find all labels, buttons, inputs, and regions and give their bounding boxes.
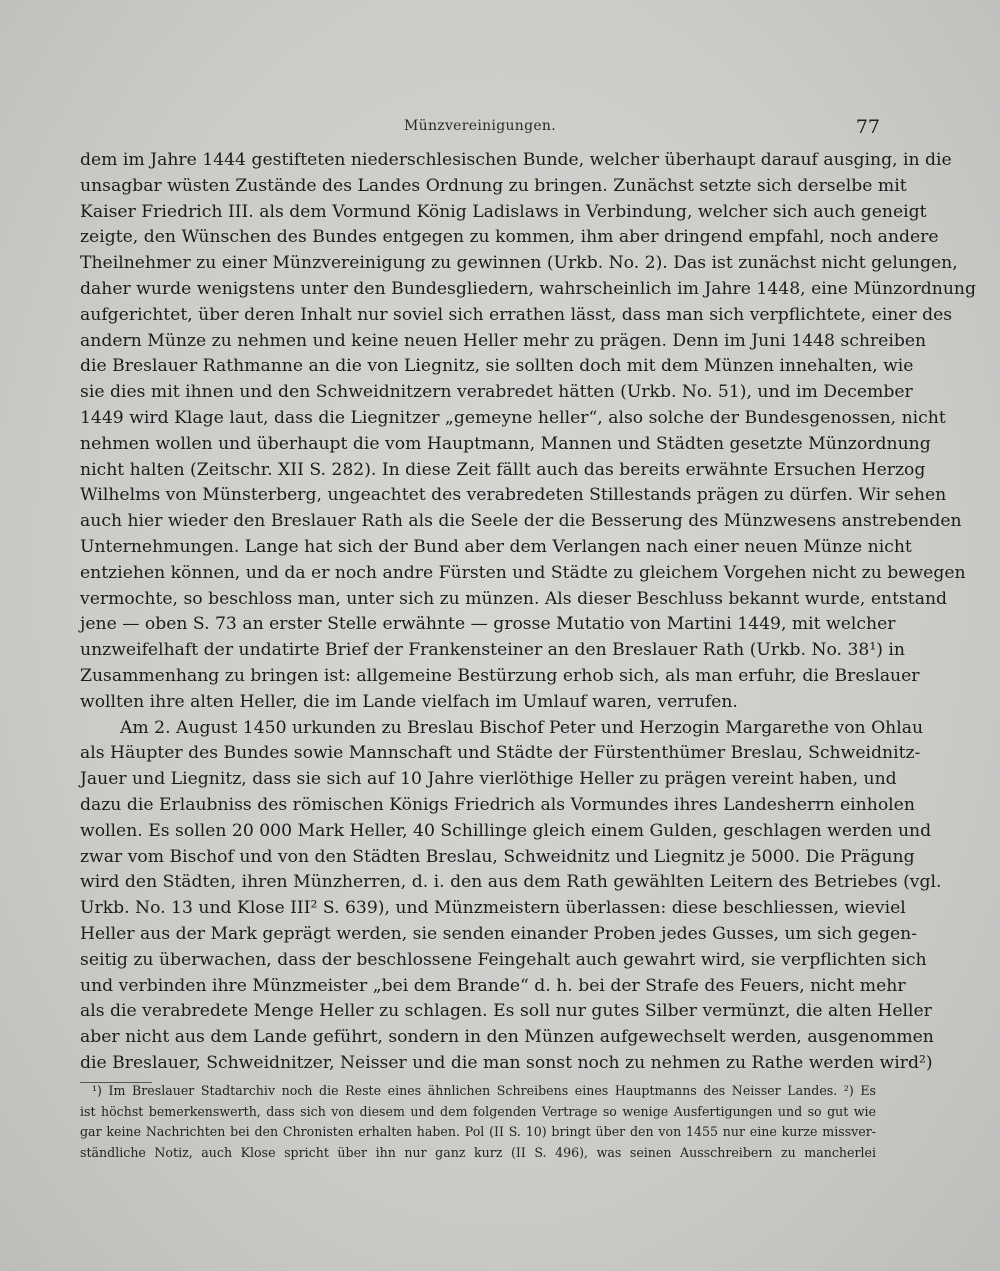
text-line: unzweifelhaft der undatirte Brief der Frankensteiner an den Breslauer Rath (Urkb. No. 38¹) in	[80, 640, 905, 661]
text-line: wollten ihre alten Heller, die im Lande vielfach im Umlauf waren, verrufen.	[80, 691, 738, 712]
running-title: Münzvereinigungen.	[404, 118, 556, 134]
text-line: dem im Jahre 1444 gestifteten niederschlesischen Bunde, welcher überhaupt darauf ausging, in die	[80, 150, 952, 170]
text-line: daher wurde wenigstens unter den Bundesgliedern, wahrscheinlich im Jahre 1448, eine Münzordnung	[80, 278, 977, 299]
text-line: Unternehmungen. Lange hat sich der Bund aber dem Verlangen nach einer neuen Münze nicht	[80, 536, 912, 557]
page-number: 77	[855, 116, 880, 138]
text-line: nicht halten (Zeitschr. XII S. 282). In diese Zeit fällt auch das bereits erwähnte Ersuchen Herzog	[80, 459, 926, 480]
text-line: sie dies mit ihnen und den Schweidnitzern verabredet hätten (Urkb. No. 51), und im December	[80, 382, 913, 403]
text-line: seitig zu überwachen, dass der beschlossene Feingehalt auch gewahrt wird, sie verpflichten sich	[80, 949, 927, 970]
text-line: Jauer und Liegnitz, dass sie sich auf 10 Jahre vierlöthige Heller zu prägen vereint haben, und	[80, 769, 897, 790]
main-text	[80, 148, 977, 1077]
footnote-line: ¹) Im Breslauer Stadtarchiv noch die Reste eines ähnlichen Schreibens eines Hauptmanns des Neisser Landes. ²) Es	[92, 1083, 876, 1098]
text-line: Am 2. August 1450 urkunden zu Breslau Bischof Peter und Herzogin Margarethe von Ohlau	[120, 717, 924, 738]
text-line: Theilnehmer zu einer Münzvereinigung zu gewinnen (Urkb. No. 2). Das ist zunächst nicht gelungen,	[80, 253, 958, 274]
text-line: zeigte, den Wünschen des Bundes entgegen zu kommen, ihm aber dringend empfahl, noch andere	[80, 227, 939, 248]
text-line: nehmen wollen und überhaupt die vom Hauptmann, Mannen und Städten gesetzte Münzordnung	[80, 433, 931, 454]
footnote-line: ständliche Notiz, auch Klose spricht über ihn nur ganz kurz (II S. 496), was seinen Ausschreibern zu mancherlei	[80, 1144, 876, 1160]
page-header	[80, 116, 880, 140]
text-line: die Breslauer, Schweidnitzer, Neisser und die man sonst noch zu nehmen zu Rathe werden wird²)	[80, 1052, 933, 1073]
text-line: zwar vom Bischof und von den Städten Breslau, Schweidnitz und Liegnitz je 5000. Die Prägung	[80, 846, 915, 867]
text-line: entziehen können, und da er noch andre Fürsten und Städte zu gleichem Vorgehen nicht zu bewegen	[80, 562, 966, 583]
text-line: jene — oben S. 73 an erster Stelle erwähnte — grosse Mutatio von Martini 1449, mit welcher	[80, 614, 896, 635]
text-line: unsagbar wüsten Zustände des Landes Ordnung zu bringen. Zunächst setzte sich derselbe mit	[80, 175, 907, 196]
text-line: und verbinden ihre Münzmeister „bei dem Brande“ d. h. bei der Strafe des Feuers, nicht mehr	[80, 975, 906, 996]
text-line: Kaiser Friedrich III. als dem Vormund König Ladislaws in Verbindung, welcher sich auch geneigt	[80, 201, 927, 222]
text-line: vermochte, so beschloss man, unter sich zu münzen. Als dieser Beschluss bekannt wurde, entstand	[80, 588, 948, 609]
footnote-line: ist höchst bemerkenswerth, dass sich von diesem und dem folgenden Vertrage so wenige Ausfertigungen und so gut wie	[80, 1103, 876, 1119]
text-line: wollen. Es sollen 20 000 Mark Heller, 40 Schillinge gleich einem Gulden, geschlagen werden und	[80, 820, 932, 841]
text-line: dazu die Erlaubniss des römischen Königs Friedrich als Vormundes ihres Landesherrn einholen	[80, 794, 915, 815]
text-line: auch hier wieder den Breslauer Rath als die Seele der die Besserung des Münzwesens anstrebenden	[80, 511, 962, 532]
text-line: Zusammenhang zu bringen ist: allgemeine Bestürzung erhob sich, als man erfuhr, die Breslauer	[80, 665, 920, 686]
text-line: Wilhelms von Münsterberg, ungeachtet des verabredeten Stillestands prägen zu dürfen. Wir sehen	[80, 485, 947, 506]
text-line: aufgerichtet, über deren Inhalt nur soviel sich errathen lässt, dass man sich verpflichtete, einer des	[80, 304, 953, 325]
footnote-line: gar keine Nachrichten bei den Chronisten erhalten haben. Pol (II S. 10) bringt über den von 1455 nur eine kurze missver-	[80, 1124, 876, 1140]
text-line: aber nicht aus dem Lande geführt, sondern in den Münzen aufgewechselt werden, ausgenommen	[80, 1027, 934, 1048]
text-line: als Häupter des Bundes sowie Mannschaft und Städte der Fürstenthümer Breslau, Schweidnitz-	[80, 743, 921, 764]
text-line: als die verabredete Menge Heller zu schlagen. Es soll nur gutes Silber vermünzt, die alten Heller	[80, 1001, 932, 1022]
text-line: Heller aus der Mark geprägt werden, sie senden einander Proben jedes Gusses, um sich gegen-	[80, 923, 917, 944]
text-line: wird den Städten, ihren Münzherren, d. i. den aus dem Rath gewählten Leitern des Betriebes (vgl.	[80, 872, 942, 893]
footnotes	[80, 1081, 876, 1163]
text-line: andern Münze zu nehmen und keine neuen Heller mehr zu prägen. Denn im Juni 1448 schreiben	[80, 330, 927, 351]
text-line: 1449 wird Klage laut, dass die Liegnitzer „gemeyne heller“, also solche der Bundesgenossen, nicht	[80, 407, 946, 428]
text-line: Urkb. No. 13 und Klose III² S. 639), und Münzmeistern überlassen: diese beschliessen, wieviel	[80, 898, 906, 919]
text-line: die Breslauer Rathmanne an die von Liegnitz, sie sollten doch mit dem Münzen innehalten, wie	[80, 356, 914, 377]
